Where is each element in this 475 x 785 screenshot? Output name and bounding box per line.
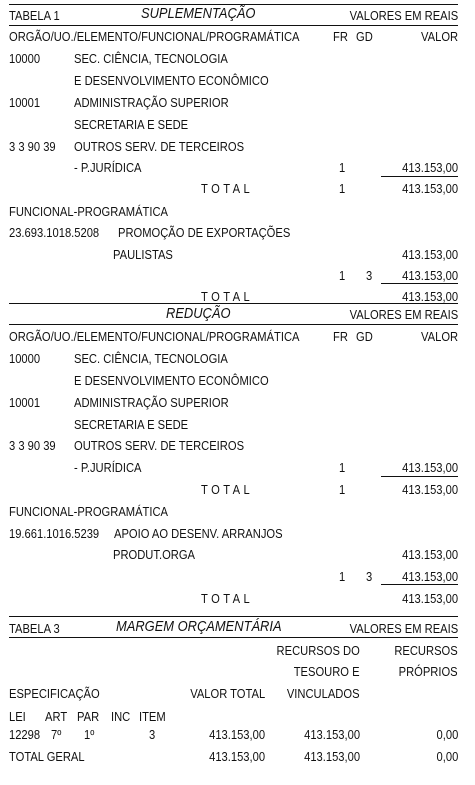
value-underline — [381, 283, 458, 284]
table-number: TABELA 1 — [9, 8, 60, 23]
row-item: 3 — [149, 727, 156, 742]
program-name: PROMOÇÃO DE EXPORTAÇÕES — [118, 225, 291, 240]
total-value: 413.153,00 — [402, 591, 458, 606]
column-header-gd: GD — [356, 29, 373, 44]
uo-code: 10001 — [9, 395, 41, 410]
section-title: MARGEM ORÇAMENTÁRIA — [116, 618, 282, 635]
funcional-programatica-label: FUNCIONAL-PROGRAMÁTICA — [9, 504, 169, 519]
funcional-programatica-code: 23.693.1018.5208 — [9, 225, 100, 240]
program-fr: 1 — [339, 569, 346, 584]
uo-name-cont: SECRETARIA E SEDE — [74, 417, 189, 432]
program-gd: 3 — [366, 569, 373, 584]
total-fr: 1 — [339, 181, 346, 196]
section-title: SUPLEMENTAÇÃO — [141, 5, 256, 22]
column-header-item: ITEM — [139, 709, 166, 724]
org-name-cont: E DESENVOLVIMENTO ECONÔMICO — [74, 373, 269, 388]
total-value: 413.153,00 — [402, 482, 458, 497]
element-fr: 1 — [339, 460, 346, 475]
header-rule — [9, 25, 458, 26]
program-name-cont: PAULISTAS — [113, 247, 173, 262]
org-name: SEC. CIÊNCIA, TECNOLOGIA — [74, 51, 228, 66]
column-header-valor-total: VALOR TOTAL — [190, 686, 265, 701]
values-header: VALORES EM REAIS — [349, 307, 458, 322]
program-value-sub: 413.153,00 — [402, 268, 458, 283]
element-fr: 1 — [339, 160, 346, 175]
column-header-art: ART — [45, 709, 68, 724]
column-header-inc: INC — [111, 709, 131, 724]
element-code: 3 3 90 39 — [9, 139, 56, 154]
element-code: 3 3 90 39 — [9, 438, 56, 453]
uo-code: 10001 — [9, 95, 41, 110]
column-header-tesouro-cont: TESOURO E — [294, 664, 360, 679]
program-gd: 3 — [366, 268, 373, 283]
funcional-programatica-code: 19.661.1016.5239 — [9, 526, 100, 541]
element-value: 413.153,00 — [402, 160, 458, 175]
column-header-valor: VALOR — [420, 29, 458, 44]
column-header-tesouro: RECURSOS DO — [276, 643, 360, 658]
uo-name: ADMINISTRAÇÃO SUPERIOR — [74, 95, 229, 110]
row-proprios: 0,00 — [436, 727, 458, 742]
program-fr: 1 — [339, 268, 346, 283]
value-underline — [381, 476, 458, 477]
program-value: 413.153,00 — [402, 547, 458, 562]
header-rule — [9, 324, 458, 325]
row-art: 7º — [51, 727, 62, 742]
row-tesouro: 413.153,00 — [304, 727, 360, 742]
total-geral-tesouro: 413.153,00 — [304, 749, 360, 764]
element-name-cont: - P.JURÍDICA — [74, 160, 142, 175]
section-title: REDUÇÃO — [166, 305, 231, 322]
total-label: TOTAL — [201, 289, 254, 304]
column-header-par: PAR — [77, 709, 100, 724]
column-header-gd: GD — [356, 329, 373, 344]
values-header: VALORES EM REAIS — [349, 621, 458, 636]
column-header-lei: LEI — [9, 709, 26, 724]
element-name: OUTROS SERV. DE TERCEIROS — [74, 139, 245, 154]
column-header-valor: VALOR — [420, 329, 458, 344]
column-header-tesouro-cont2: VINCULADOS — [287, 686, 360, 701]
element-value: 413.153,00 — [402, 460, 458, 475]
row-lei: 12298 — [9, 727, 41, 742]
section-rule — [9, 616, 458, 617]
column-header-fr: FR — [333, 29, 348, 44]
column-header-fr: FR — [333, 329, 348, 344]
column-header-org: ORGÃO/UO./ELEMENTO/FUNCIONAL/PROGRAMÁTICA — [9, 29, 300, 44]
total-geral-proprios: 0,00 — [436, 749, 458, 764]
program-value: 413.153,00 — [402, 247, 458, 262]
column-header-proprios-cont: PRÓPRIOS — [398, 664, 458, 679]
total-label: TOTAL — [201, 181, 254, 196]
element-name: OUTROS SERV. DE TERCEIROS — [74, 438, 245, 453]
uo-name-cont: SECRETARIA E SEDE — [74, 117, 189, 132]
org-code: 10000 — [9, 51, 41, 66]
value-underline — [381, 584, 458, 585]
header-rule — [9, 637, 458, 638]
org-name-cont: E DESENVOLVIMENTO ECONÔMICO — [74, 73, 269, 88]
org-code: 10000 — [9, 351, 41, 366]
table-number: TABELA 3 — [9, 621, 60, 636]
total-geral-label: TOTAL GERAL — [9, 749, 85, 764]
values-header: VALORES EM REAIS — [349, 8, 458, 23]
column-header-proprios: RECURSOS — [394, 643, 458, 658]
column-header-especificacao: ESPECIFICAÇÃO — [9, 686, 100, 701]
row-par: 1º — [84, 727, 95, 742]
org-name: SEC. CIÊNCIA, TECNOLOGIA — [74, 351, 228, 366]
element-name-cont: - P.JURÍDICA — [74, 460, 142, 475]
total-label: TOTAL — [201, 482, 254, 497]
program-value-sub: 413.153,00 — [402, 569, 458, 584]
total-geral-valor: 413.153,00 — [209, 749, 265, 764]
total-label: TOTAL — [201, 591, 254, 606]
value-underline — [381, 176, 458, 177]
program-name-cont: PRODUT.ORGA — [113, 547, 195, 562]
total-value: 413.153,00 — [402, 289, 458, 304]
row-valor-total: 413.153,00 — [209, 727, 265, 742]
uo-name: ADMINISTRAÇÃO SUPERIOR — [74, 395, 229, 410]
funcional-programatica-label: FUNCIONAL-PROGRAMÁTICA — [9, 204, 169, 219]
total-value: 413.153,00 — [402, 181, 458, 196]
section-rule — [9, 303, 458, 304]
column-header-org: ORGÃO/UO./ELEMENTO/FUNCIONAL/PROGRAMÁTICA — [9, 329, 300, 344]
total-fr: 1 — [339, 482, 346, 497]
program-name: APOIO AO DESENV. ARRANJOS — [114, 526, 283, 541]
